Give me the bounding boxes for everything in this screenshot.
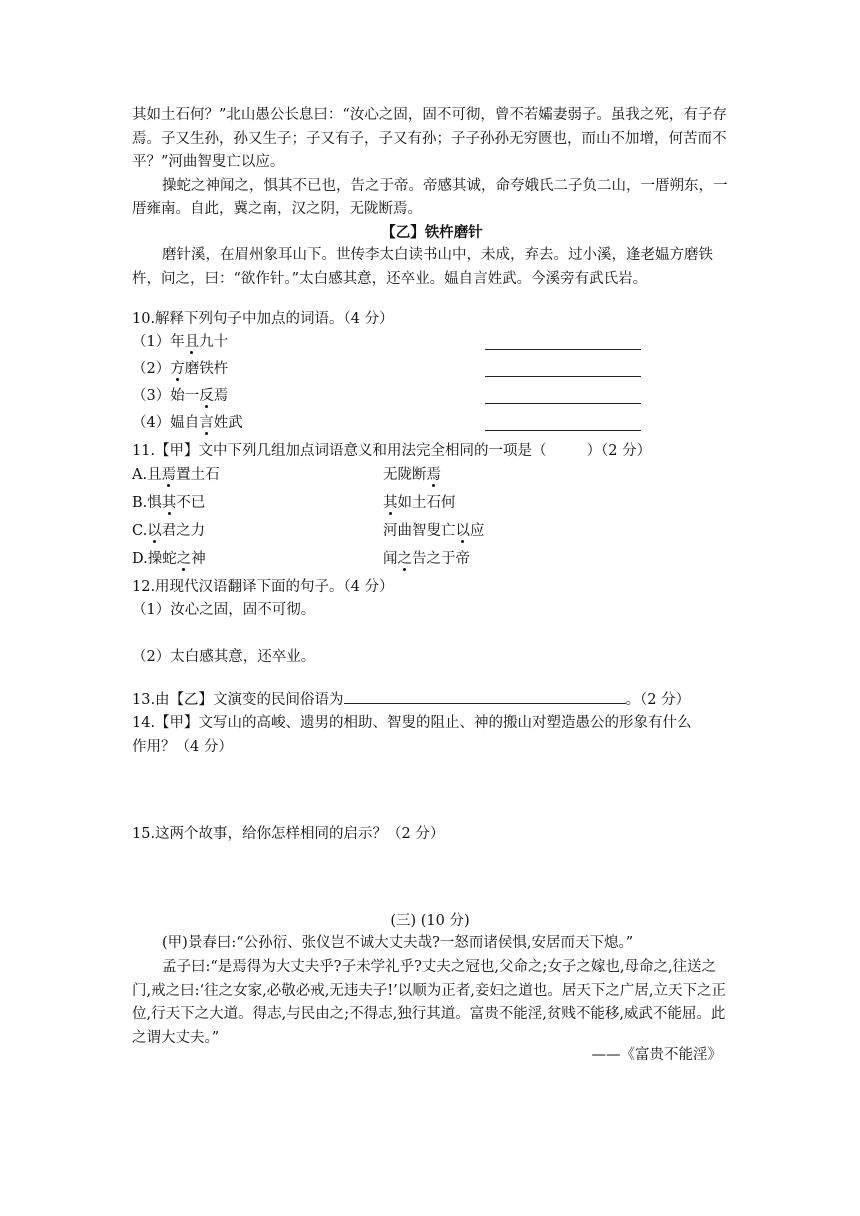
dotted-word: 方 (170, 361, 185, 377)
dotted-word: 言 (199, 415, 214, 431)
dotted-word: 以 (147, 523, 162, 539)
dotted-word: 焉 (161, 467, 177, 483)
section-3-source: ——《富贵不能淫》 (591, 1047, 722, 1063)
q12-sentence-2: （2）太白感其意，还卒业。 (132, 649, 316, 665)
dotted-word: 以 (455, 523, 470, 539)
q14-line-1: 14.【甲】文写山的高峻、遗男的相助、智叟的阻止、神的搬山对塑造愚公的形象有什么 (132, 715, 692, 731)
passage-yi-body: 磨针溪，在眉州象耳山下。世传李太白读书山中，未成，弃去。过小溪，逢老媪方磨铁杵，问之，曰：“欲作针。”太白感其意，还卒业。媪自言姓武。今溪旁有武氏岩。 (132, 247, 713, 287)
q13-answer-blank[interactable] (344, 689, 626, 704)
q12-sentence-1: （1）汝心之固，固不可彻。 (132, 602, 316, 618)
dotted-word: 其 (383, 495, 398, 511)
q10-answer-blank-1[interactable] (485, 331, 641, 350)
q11-option-b-left: B.惧其不已 (132, 495, 206, 511)
q11-option-a-right: 无陇断焉 (383, 467, 441, 483)
q10-stem: 10.解释下列句子中加点的词语。（4 分） (132, 311, 394, 327)
q11-option-c-right: 河曲智叟亡以应 (383, 523, 485, 539)
q13-question: 13.由【乙】文演变的民间俗语为 。（2 分） (132, 689, 690, 711)
passage-yi-title: 【乙】铁杵磨针 (381, 224, 483, 241)
section-3-heading: (三) (10 分) (390, 913, 470, 929)
passage-jia-paragraph-2: 操蛇之神闻之，惧其不已也，告之于帝。帝感其诚，命夸娥氏二子负二山，一厝朔东，一厝雍南。自此，冀之南，汉之阴，无陇断焉。 (132, 177, 728, 217)
q10-item-2: （2）方磨铁杵 (132, 361, 229, 377)
q10-item-3: （3）始一反焉 (132, 388, 229, 404)
passage-jia-paragraph-1: 其如土石何？”北山愚公长息曰：“汝心之固，固不可彻，曾不若孀妻弱子。虽我之死，有子存焉。子又生孙，孙又生子；子又有子，子又有孙；子子孙孙无穷匮也，而山不加增，何苦而不平？”河曲智叟亡以应。 (132, 107, 727, 170)
dotted-word: 之 (176, 551, 192, 567)
q10-item-4: （4）媪自言姓武 (132, 415, 243, 431)
q15-stem: 15.这两个故事，给你怎样相同的启示？（2 分） (132, 826, 445, 842)
q11-option-c-left: C.以君之力 (132, 523, 206, 539)
passage-jia-ending (132, 104, 732, 222)
q11-stem: 11.【甲】文中下列几组加点词语意义和用法完全相同的一项是（ ）（2 分） (132, 443, 652, 459)
q11-option-a-left: A.且焉置土石 (132, 467, 220, 483)
dotted-word: 反 (199, 388, 214, 404)
section-3-paragraph-2: 孟子曰:“是焉得为大丈夫乎?子未学礼乎?丈夫之冠也,父命之;女子之嫁也,母命之,往送之门,戒之曰:‘往之女家,必敬必戒,无违夫子!’以顺为正者,妾妇之道也。居天下之广居,立天下之正位,行天下之大道。得志,与民由之;不得志,独行其道。富贵不能淫,贫贱不能移,威武不能屈。此之谓大丈夫。” (132, 959, 726, 1046)
q10-answer-blank-4[interactable] (485, 412, 641, 431)
q12-stem: 12.用现代汉语翻译下面的句子。（4 分） (132, 579, 394, 595)
q10-item-1: （1）年且九十 (132, 334, 229, 350)
dotted-word: 其 (161, 495, 177, 511)
dotted-word: 之 (397, 551, 412, 567)
dotted-word: 焉 (426, 467, 441, 483)
q11-option-d-left: D.操蛇之神 (132, 551, 206, 567)
q14-line-2: 作用？（4 分） (132, 739, 233, 755)
q11-option-d-right: 闻之告之于帝 (383, 551, 470, 567)
dotted-word: 且 (184, 334, 200, 350)
q10-answer-blank-3[interactable] (485, 385, 641, 404)
q10-answer-blank-2[interactable] (485, 358, 641, 377)
q11-option-b-right: 其如土石何 (383, 495, 456, 511)
section-3-paragraph-1: (甲)景春曰:“公孙衍、张仪岂不诚大丈夫哉?一怒而诸侯惧,安居而天下熄。” (162, 935, 634, 951)
